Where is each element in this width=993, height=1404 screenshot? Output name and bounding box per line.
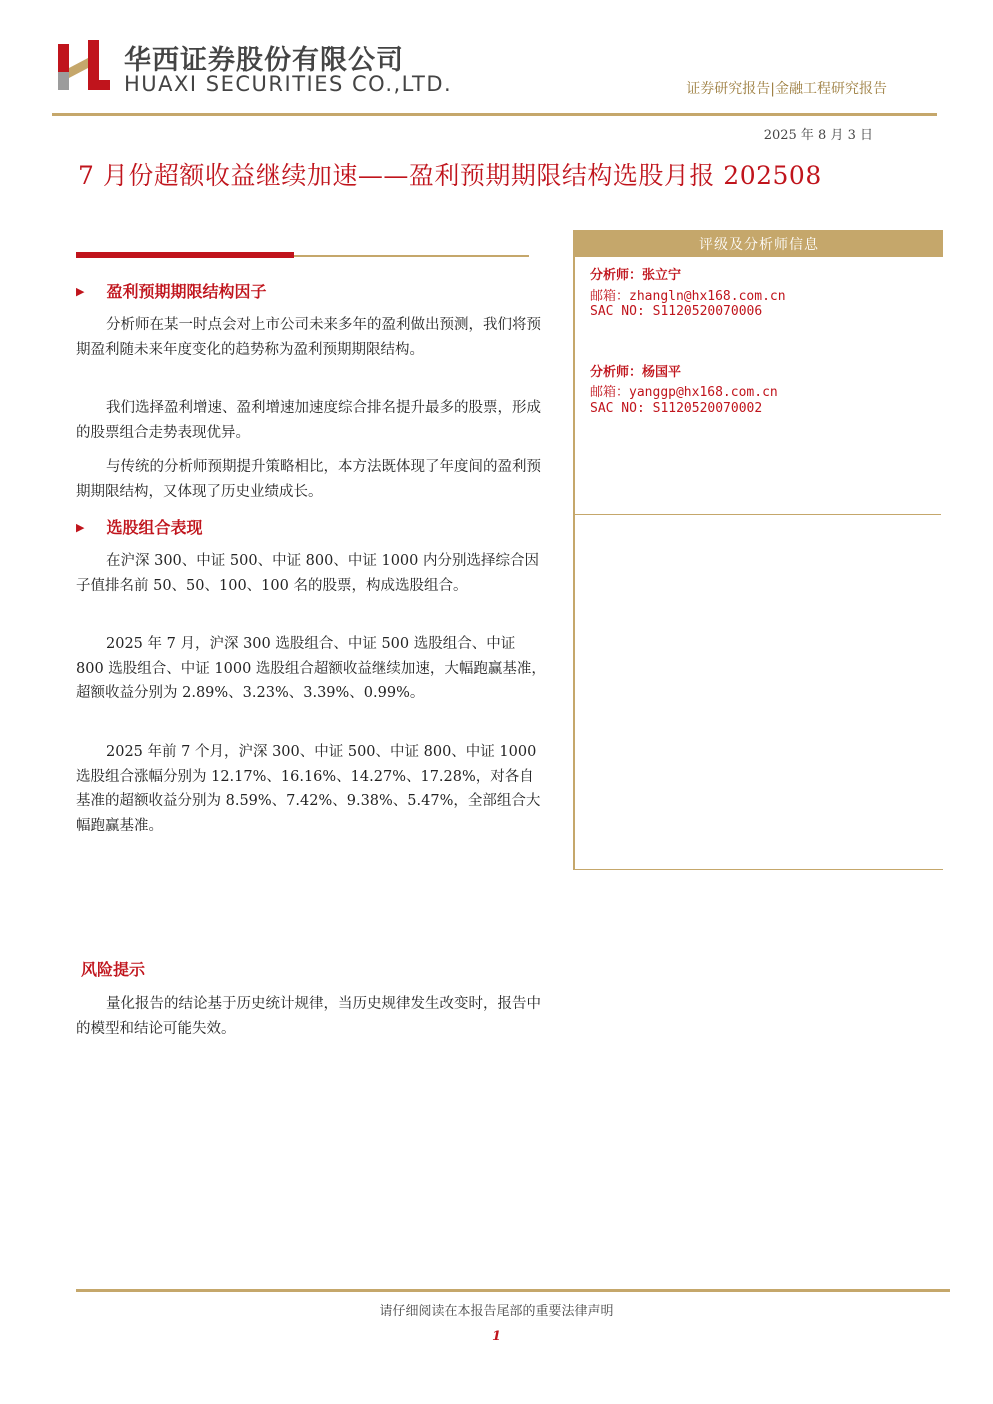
paragraph: 我们选择盈利增速、盈利增速加速度综合排名提升最多的股票，形成的股票组合走势表现优异。 bbox=[76, 400, 541, 441]
report-title: 7 月份超额收益继续加速——盈利预期期限结构选股月报 202508 bbox=[78, 161, 822, 190]
paragraph: 2025 年前 7 个月，沪深 300、中证 500、中证 800、中证 1000 选股组合涨幅分别为 12.17%、16.16%、14.27%、17.28%，对各自基准的超额收益分别为 8.59%、7.42%、9.38%、5.47%，全部组合大幅跑赢基准。 bbox=[76, 744, 541, 834]
analyst-email bbox=[590, 381, 778, 400]
risk-heading: 风险提示 bbox=[81, 960, 146, 979]
section-rule-accent bbox=[76, 252, 294, 258]
huaxi-logo-icon bbox=[58, 40, 110, 94]
footer-divider bbox=[76, 1289, 950, 1292]
email-link[interactable]: yanggp@hx168.com.cn bbox=[629, 385, 778, 400]
analyst-sac: SAC NO: S1120520070006 bbox=[590, 304, 763, 319]
company-name-cn: 华西证券股份有限公司 bbox=[124, 45, 404, 76]
company-name-en: HUAXI SECURITIES CO.,LTD. bbox=[124, 72, 453, 96]
panel-border bbox=[573, 230, 575, 870]
section-heading-factor bbox=[76, 279, 266, 302]
analyst-sac: SAC NO: S1120520070002 bbox=[590, 401, 763, 416]
header-divider bbox=[52, 113, 937, 116]
risk-paragraph: 量化报告的结论基于历史统计规律，当历史规律发生改变时，报告中的模型和结论可能失效。 bbox=[76, 996, 541, 1037]
panel-divider bbox=[573, 869, 943, 870]
analyst-email bbox=[590, 285, 786, 304]
section-heading-text: 盈利预期期限结构因子 bbox=[106, 282, 267, 301]
analyst-name: 分析师：张立宁 bbox=[590, 268, 682, 283]
paragraph: 与传统的分析师预期提升策略相比，本方法既体现了年度间的盈利预期期限结构，又体现了历史业绩成长。 bbox=[76, 459, 541, 500]
paragraph: 2025 年 7 月，沪深 300 选股组合、中证 500 选股组合、中证 800 选股组合、中证 1000 选股组合超额收益继续加速，大幅跑赢基准，超额收益分别为 2.89%、3.23%、3.39%、0.99%。 bbox=[76, 636, 546, 701]
panel-divider bbox=[575, 514, 941, 515]
report-type: 证券研究报告|金融工程研究报告 bbox=[686, 81, 887, 97]
section-heading-portfolio bbox=[76, 515, 202, 538]
email-label: 邮箱： bbox=[590, 289, 630, 304]
page-number: 1 bbox=[491, 1329, 502, 1344]
paragraph: 分析师在某一时点会对上市公司未来多年的盈利做出预测，我们将预期盈利随未来年度变化的趋势称为盈利预期期限结构。 bbox=[76, 317, 541, 358]
panel-header: 评级及分析师信息 bbox=[575, 232, 943, 257]
triangle-bullet-icon: ▶ bbox=[76, 521, 85, 534]
paragraph: 在沪深 300、中证 500、中证 800、中证 1000 内分别选择综合因子值排名前 50、50、100、100 名的股票，构成选股组合。 bbox=[76, 553, 539, 594]
analyst-name: 分析师：杨国平 bbox=[590, 365, 682, 380]
email-label: 邮箱： bbox=[590, 385, 630, 400]
triangle-bullet-icon: ▶ bbox=[76, 285, 85, 298]
email-link[interactable]: zhangln@hx168.com.cn bbox=[629, 289, 786, 304]
section-heading-text: 选股组合表现 bbox=[106, 518, 203, 537]
report-date: 2025 年 8 月 3 日 bbox=[763, 128, 873, 143]
footer-note: 请仔细阅读在本报告尾部的重要法律声明 bbox=[379, 1304, 614, 1319]
section-rule bbox=[294, 255, 529, 257]
